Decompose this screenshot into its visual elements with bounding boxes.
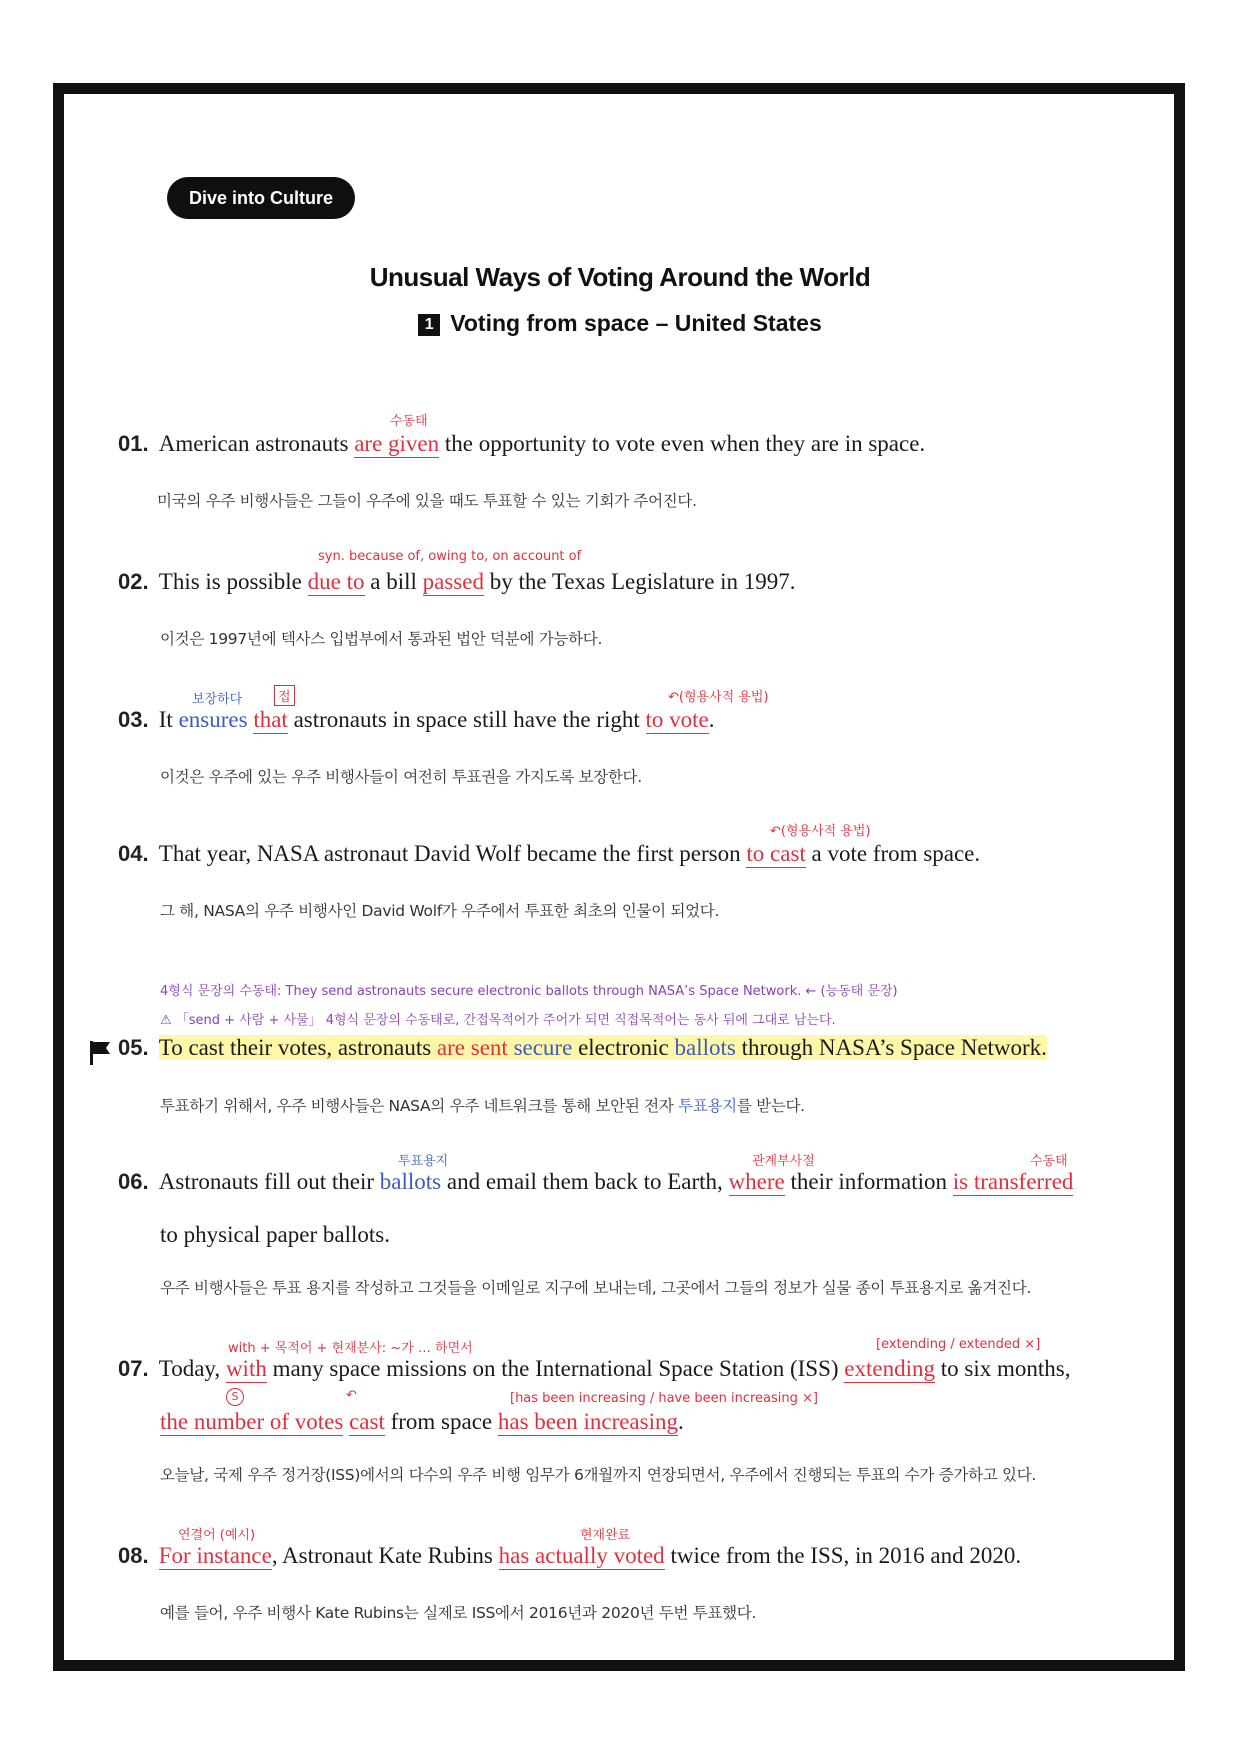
- section-title-text: Voting from space – United States: [450, 310, 822, 336]
- sentence-03: [118, 707, 715, 733]
- text-segment: To cast their votes, astronauts: [158, 1035, 437, 1060]
- annotation-note: with + 목적어 + 현재분사: ~가 … 하면서: [228, 1341, 473, 1356]
- curved-arrow-icon: ↶: [770, 824, 781, 839]
- subject-marker: [226, 1388, 244, 1406]
- text-segment: 를 받는다.: [736, 1097, 805, 1115]
- text-segment: 투표하기 위해서, 우주 비행사들은 NASA의 우주 네트워크를 통해 보안된 전자: [160, 1097, 679, 1115]
- translation: [160, 1094, 805, 1116]
- sentence-number: 03.: [118, 707, 149, 732]
- highlight-phrase: are sent: [436, 1035, 508, 1060]
- sentence-text: [159, 707, 715, 734]
- text-segment: a bill: [364, 569, 423, 594]
- annotation-note: [has been increasing / have been increasing ×]: [510, 1391, 818, 1406]
- annotation-note: syn. because of, owing to, on account of: [318, 549, 582, 564]
- sentence-06: [118, 1169, 1073, 1195]
- subject-marker-text: S: [226, 1388, 244, 1406]
- text-segment: a vote from space.: [805, 841, 981, 866]
- curved-arrow-icon: ↶: [668, 690, 679, 705]
- sentence-05: [118, 1035, 1047, 1061]
- section-number: 1: [418, 314, 440, 336]
- text-segment: by the Texas Legislature in 1997.: [483, 569, 796, 594]
- page-title: Unusual Ways of Voting Around the World: [369, 262, 871, 292]
- text-segment: twice from the ISS, in 2016 and 2020.: [664, 1543, 1022, 1568]
- sentence-text: [159, 1356, 1071, 1383]
- translation: 그 해, NASA의 우주 비행사인 David Wolf가 우주에서 투표한 최초의 인물이 되었다.: [160, 902, 720, 920]
- text-segment: This is possible: [158, 569, 308, 594]
- highlight-phrase: For instance: [158, 1543, 272, 1568]
- annotation-note: 현재완료: [580, 1528, 631, 1543]
- annotation-note: 연결어 (예시): [178, 1528, 256, 1543]
- annotation-note: [770, 820, 871, 839]
- translation: 이것은 1997년에 텍사스 입법부에서 통과된 법안 덕분에 가능하다.: [160, 630, 603, 648]
- annotation-text: (형용사적 용법): [678, 690, 769, 705]
- text-segment: to six months,: [934, 1356, 1071, 1381]
- sentence-continuation: to physical paper ballots.: [160, 1222, 390, 1247]
- text-segment: astronauts in space still have the right: [287, 707, 646, 732]
- annotation-note: 관계부사절: [752, 1154, 815, 1169]
- highlight-phrase: due to: [307, 569, 365, 594]
- highlight-phrase: extending: [844, 1356, 935, 1381]
- text-segment: electronic: [572, 1035, 675, 1060]
- highlight-phrase: where: [728, 1169, 785, 1194]
- sentence-04: [118, 841, 980, 867]
- sentence-text: [159, 1169, 1074, 1196]
- sentence-08: [118, 1543, 1021, 1569]
- text-segment: .: [677, 1409, 684, 1434]
- translation: 미국의 우주 비행사들은 그들이 우주에 있을 때도 투표할 수 있는 기회가 주어진다.: [157, 492, 697, 510]
- text-segment: the opportunity to vote even when they are in space.: [439, 431, 926, 456]
- category-badge: Dive into Culture: [167, 177, 355, 219]
- text-segment: Today,: [158, 1356, 226, 1381]
- annotation-note: 보장하다: [192, 692, 243, 707]
- annotation-text: (형용사적 용법): [780, 824, 871, 839]
- sentence-number: 07.: [118, 1356, 149, 1381]
- sentence-text: [159, 569, 796, 596]
- text-segment: It: [158, 707, 179, 732]
- sentence-number: 02.: [118, 569, 149, 594]
- section-title: [0, 310, 1240, 337]
- flag-icon: [88, 1040, 112, 1070]
- annotation-note: 수동태: [1030, 1154, 1068, 1169]
- highlight-phrase: passed: [422, 569, 484, 594]
- text-segment: .: [708, 707, 715, 732]
- annotation-note: 수동태: [390, 414, 428, 429]
- text-segment: Astronauts fill out their: [158, 1169, 380, 1194]
- curved-arrow-icon: ↶: [346, 1388, 357, 1403]
- sentence-text: [159, 1543, 1021, 1570]
- text-segment: , Astronaut Kate Rubins: [271, 1543, 499, 1568]
- sentence-number: 06.: [118, 1169, 149, 1194]
- sentence-07: [118, 1356, 1070, 1382]
- sentence-text: [159, 1035, 1047, 1060]
- highlight-phrase: has been increasing: [497, 1409, 678, 1434]
- text-segment: their information: [784, 1169, 953, 1194]
- sentence-text: [159, 841, 980, 868]
- sentence-02: [118, 569, 796, 595]
- translation: 우주 비행사들은 투표 용지를 작성하고 그것들을 이메일로 지구에 보내는데, 그곳에서 그들의 정보가 실물 종이 투표용지로 옮겨진다.: [160, 1279, 1032, 1297]
- highlight-phrase: that: [253, 707, 288, 732]
- highlight-phrase: with: [225, 1356, 267, 1381]
- translation: 이것은 우주에 있는 우주 비행사들이 여전히 투표권을 가지도록 보장한다.: [160, 768, 642, 786]
- highlight-phrase: to vote: [645, 707, 709, 732]
- highlight-phrase: the number of votes: [160, 1409, 344, 1434]
- annotation-note: [668, 686, 769, 705]
- sentence-text: [159, 431, 925, 458]
- sentence-number: 04.: [118, 841, 149, 866]
- annotation-note: [extending / extended ×]: [876, 1337, 1041, 1352]
- sentence-number: 08.: [118, 1543, 149, 1568]
- highlight-phrase: ensures: [178, 707, 248, 732]
- highlight-phrase: cast: [349, 1409, 385, 1434]
- text-segment: many space missions on the International Space Station (ISS): [266, 1356, 845, 1381]
- highlight-phrase: to cast: [746, 841, 806, 866]
- translation: 예를 들어, 우주 비행사 Kate Rubins는 실제로 ISS에서 2016년과 2020년 두번 투표했다.: [160, 1604, 757, 1622]
- highlight-phrase: ballots: [379, 1169, 442, 1194]
- sentence-01: [118, 431, 925, 457]
- highlight-phrase: ballots: [674, 1035, 736, 1060]
- highlight-phrase: secure: [513, 1035, 573, 1060]
- grammar-note: 4형식 문장의 수동태: They send astronauts secure electronic ballots through NASA’s Space Network. ← (능동태 문장): [160, 984, 898, 999]
- text-segment: from space: [384, 1409, 498, 1434]
- highlight-phrase: is transferred: [952, 1169, 1074, 1194]
- text-segment: American astronauts: [158, 431, 355, 456]
- text-segment: and email them back to Earth,: [441, 1169, 729, 1194]
- translation: 오늘날, 국제 우주 정거장(ISS)에서의 다수의 우주 비행 임무가 6개월까지 연장되면서, 우주에서 진행되는 투표의 수가 증가하고 있다.: [160, 1466, 1037, 1484]
- sentence-text: [160, 1409, 684, 1436]
- sentence-continuation: [160, 1409, 684, 1435]
- text-segment: That year, NASA astronaut David Wolf became the first person: [158, 841, 747, 866]
- warning-note: ⚠ 「send + 사람 + 사물」 4형식 문장의 수동태로, 간접목적어가 주어가 되면 직접목적어는 동사 뒤에 그대로 남는다.: [160, 1013, 836, 1028]
- highlight-phrase: are given: [354, 431, 440, 456]
- annotation-box: 접: [274, 685, 295, 706]
- highlight-phrase: 투표용지: [678, 1097, 737, 1115]
- sentence-number: 05.: [118, 1035, 149, 1060]
- text-segment: through NASA’s Space Network.: [735, 1035, 1047, 1060]
- highlight-phrase: has actually voted: [498, 1543, 665, 1568]
- sentence-number: 01.: [118, 431, 149, 456]
- annotation-note: 투표용지: [398, 1154, 449, 1169]
